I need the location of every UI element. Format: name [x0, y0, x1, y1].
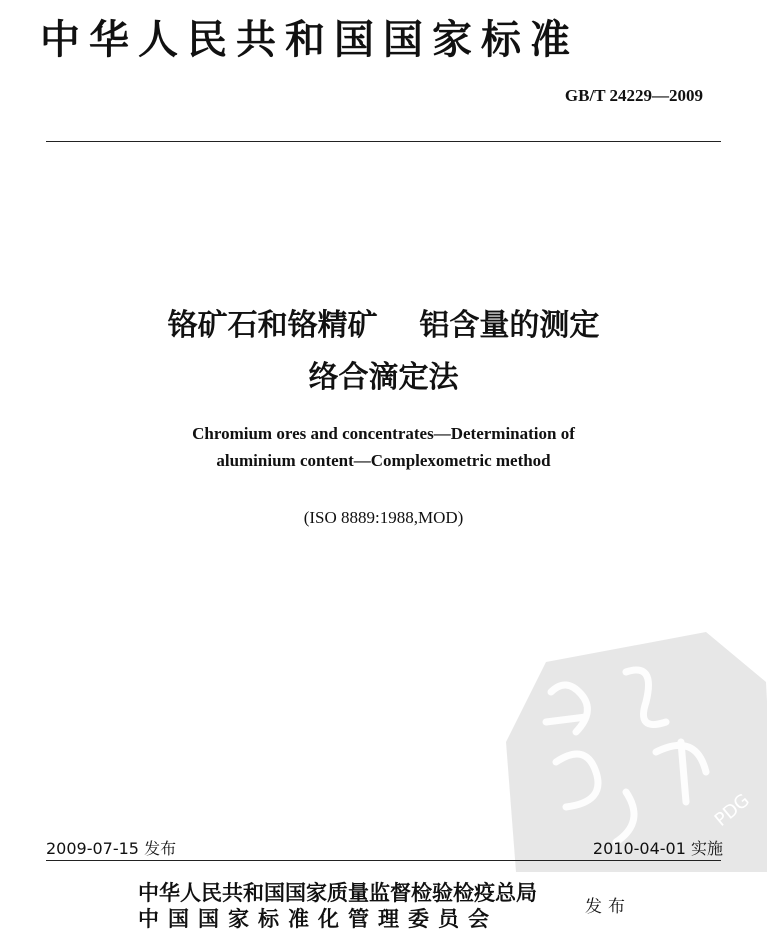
issuer-line1: 中华人民共和国国家质量监督检验检疫总局	[138, 880, 537, 905]
issuer-action: 发布	[585, 897, 631, 917]
english-title-line2: aluminium content—Complexometric method	[216, 451, 551, 470]
english-title-line1: Chromium ores and concentrates—Determination of	[192, 424, 575, 443]
chinese-title-line1: 铬矿石和铬精矿 铝含量的测定	[167, 308, 600, 343]
header-divider	[46, 141, 721, 142]
chinese-title-line2: 络合滴定法	[308, 360, 459, 395]
implementation-date: 2010-04-01 实施	[592, 839, 723, 858]
issue-date: 2009-07-15 发布	[46, 839, 177, 858]
issuer-line2: 中国国家标准化管理委员会	[138, 906, 498, 931]
watermark-text: PDG	[710, 789, 754, 831]
standard-header-title: 中华人民共和国国家标准	[40, 16, 579, 63]
footer-divider	[46, 860, 721, 861]
standard-code: GB/T 24229—2009	[564, 86, 703, 105]
watermark-seal	[506, 622, 767, 872]
iso-reference: (ISO 8889:1988,MOD)	[303, 508, 464, 527]
